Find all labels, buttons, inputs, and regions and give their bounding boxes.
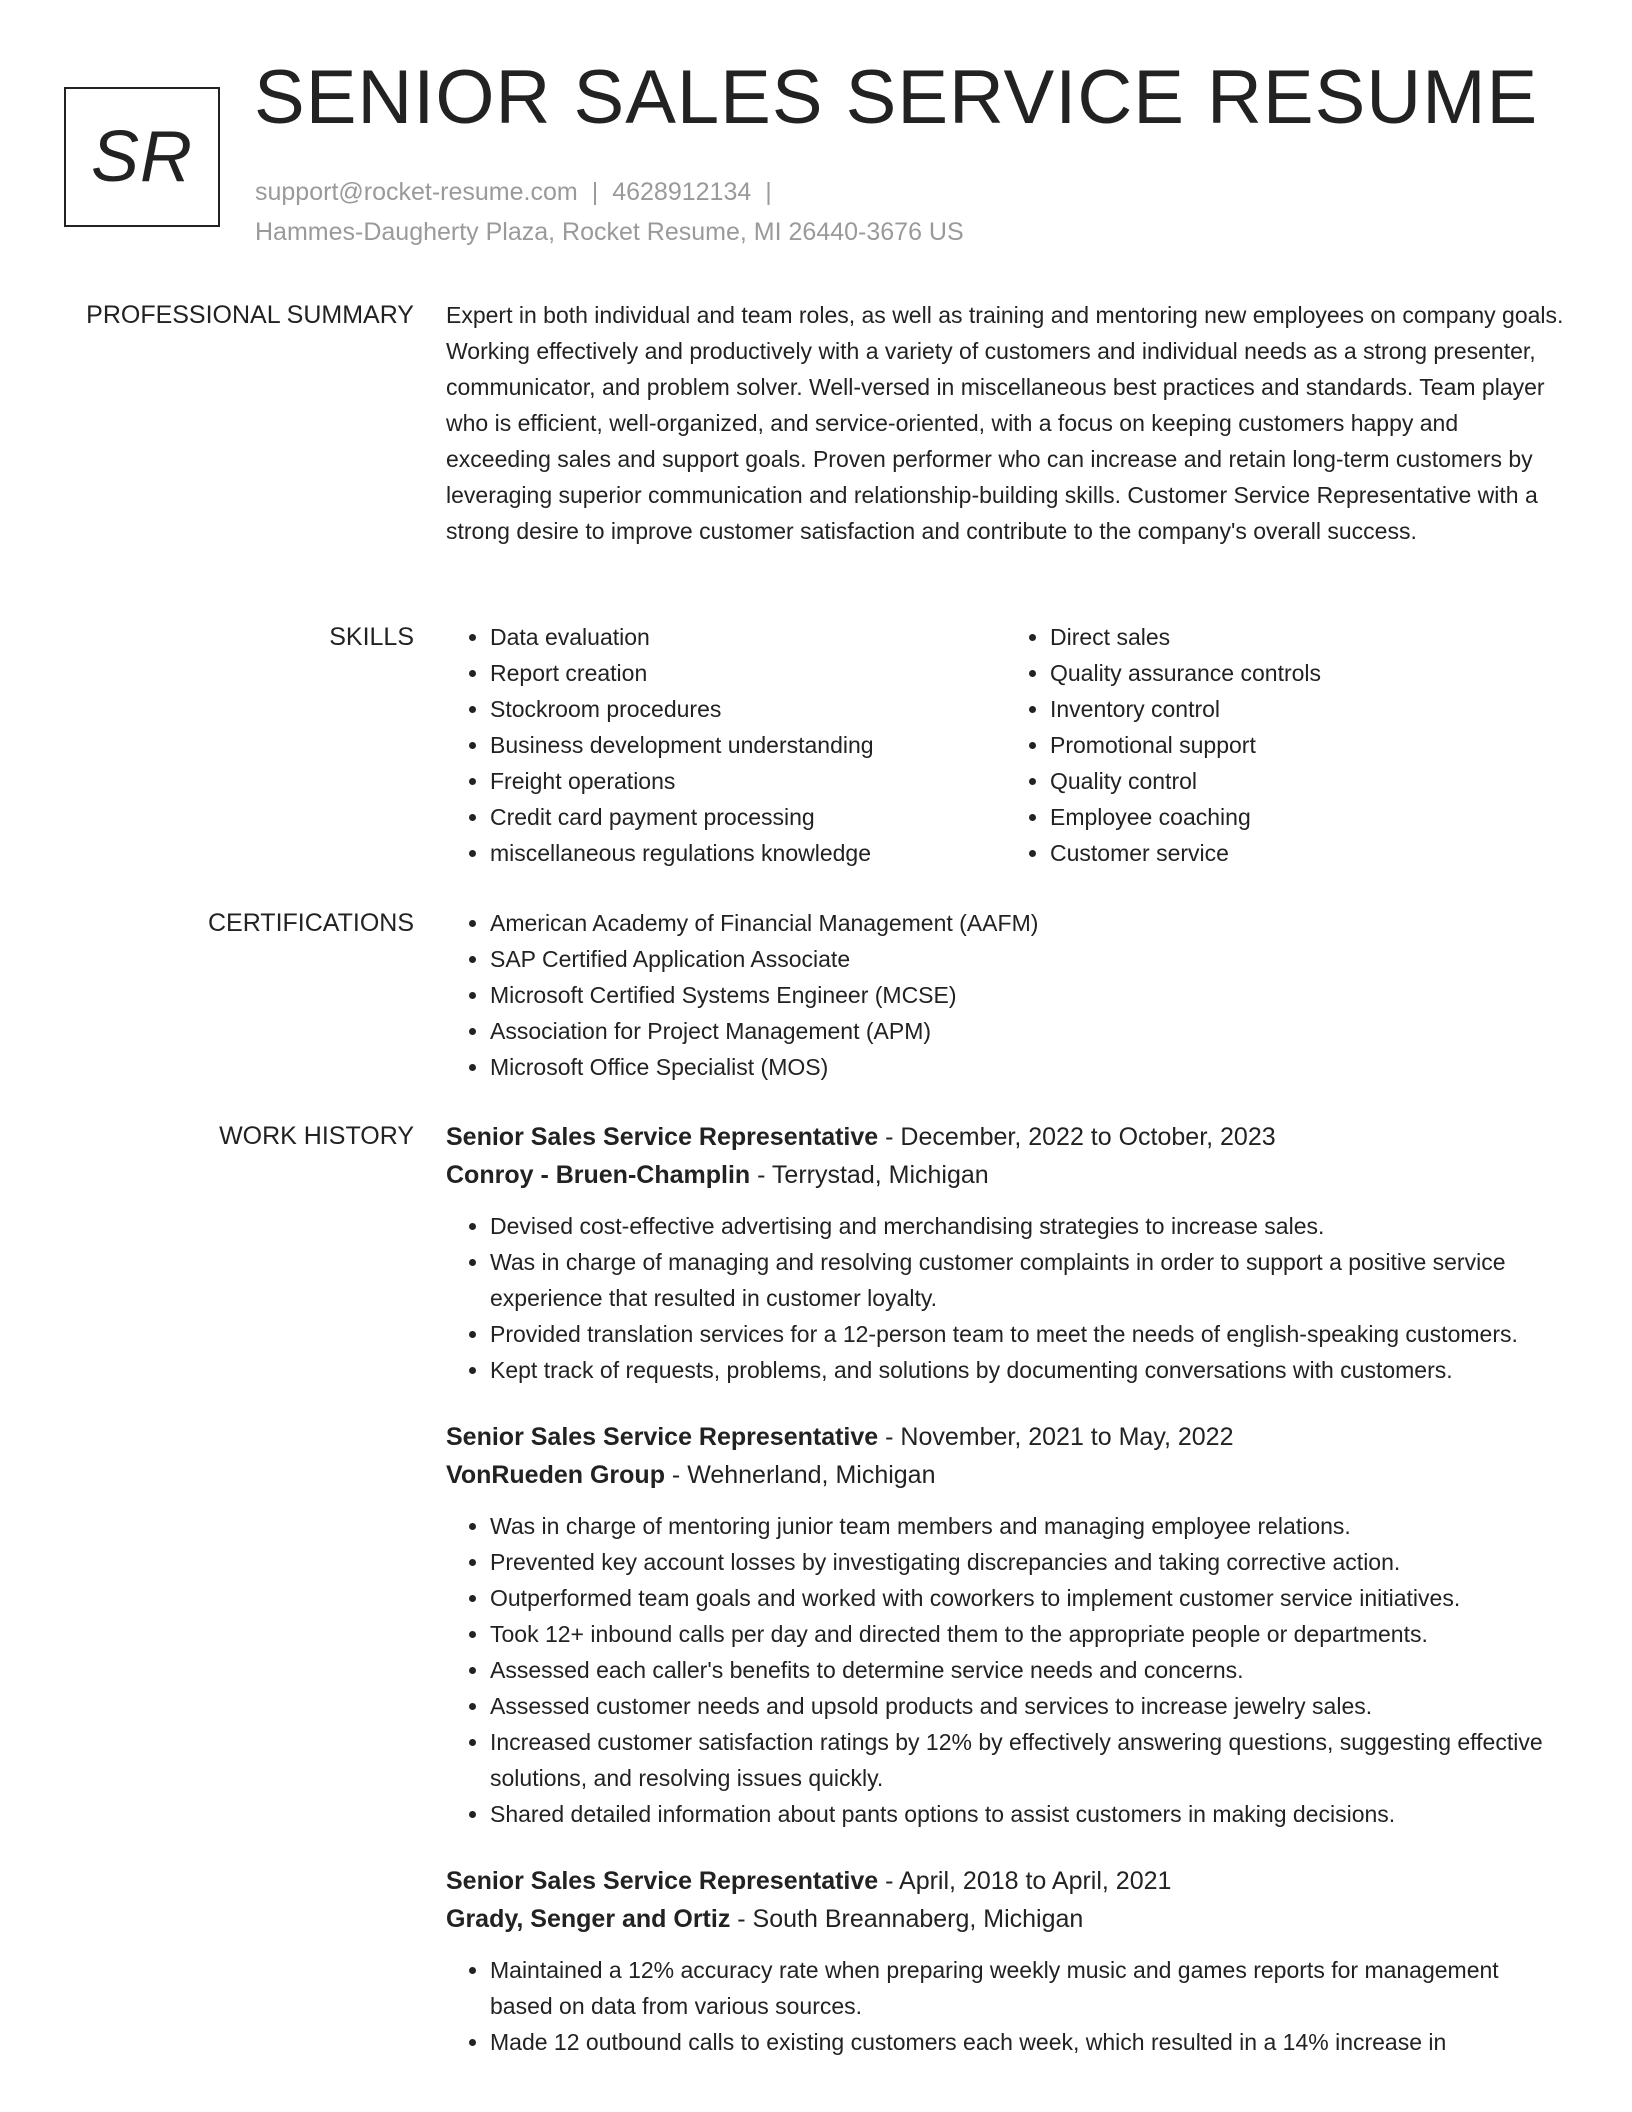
job-duty: • Made 12 outbound calls to existing customers each week, which resulted in a 14% increase in bbox=[490, 2024, 1566, 2060]
email-link[interactable]: support@rocket-resume.com bbox=[255, 178, 578, 206]
job-company-line bbox=[446, 1156, 1566, 1194]
skill-item: • Quality control bbox=[1050, 763, 1566, 799]
job-title-line bbox=[446, 1862, 1566, 1900]
certification-item: • Association for Project Management (APM) bbox=[490, 1013, 1566, 1049]
address: Hammes-Daugherty Plaza, Rocket Resume, MI 26440-3676 US bbox=[255, 218, 964, 246]
certifications-body bbox=[446, 905, 1566, 1085]
skill-item: • Employee coaching bbox=[1050, 799, 1566, 835]
job-duty: • Was in charge of mentoring junior team members and managing employee relations. bbox=[490, 1508, 1566, 1544]
skill-item: • Data evaluation bbox=[490, 619, 1006, 655]
skills-heading: SKILLS bbox=[329, 623, 414, 651]
certifications-list bbox=[446, 905, 1566, 1085]
skill-item: • Credit card payment processing bbox=[490, 799, 1006, 835]
job-title: Senior Sales Service Representative bbox=[446, 1867, 879, 1895]
skills-body bbox=[446, 619, 1566, 871]
certifications-heading: CERTIFICATIONS bbox=[207, 909, 414, 937]
job-duty: • Kept track of requests, problems, and solutions by documenting conversations with customers. bbox=[490, 1352, 1566, 1388]
skill-item: • miscellaneous regulations knowledge bbox=[490, 835, 1006, 871]
job-company-line bbox=[446, 1456, 1566, 1494]
certification-item: • Microsoft Office Specialist (MOS) bbox=[490, 1049, 1566, 1085]
job-location: - South Breannaberg, Michigan bbox=[730, 1905, 1084, 1933]
job-title-line bbox=[446, 1418, 1566, 1456]
job-duty: • Devised cost-effective advertising and merchandising strategies to increase sales. bbox=[490, 1208, 1566, 1244]
phone-number[interactable]: 4628912134 bbox=[612, 178, 752, 206]
summary-heading: PROFESSIONAL SUMMARY bbox=[86, 301, 414, 329]
job-duties bbox=[446, 1952, 1566, 2060]
job-duty: • Took 12+ inbound calls per day and directed them to the appropriate people or departments. bbox=[490, 1616, 1566, 1652]
job-duty: • Maintained a 12% accuracy rate when preparing weekly music and games reports for management based on data from various sources. bbox=[490, 1952, 1566, 2024]
skills-list-right bbox=[1006, 619, 1566, 871]
certification-item: • SAP Certified Application Associate bbox=[490, 941, 1566, 977]
work-history-body bbox=[446, 1118, 1566, 2090]
separator: | bbox=[591, 178, 599, 206]
job-duty: • Was in charge of managing and resolving customer complaints in order to support a positive service experience that resulted in customer loyalty. bbox=[490, 1244, 1566, 1316]
certification-item: • Microsoft Certified Systems Engineer (MCSE) bbox=[490, 977, 1566, 1013]
job-title: Senior Sales Service Representative bbox=[446, 1123, 879, 1151]
job-duty: • Outperformed team goals and worked with coworkers to implement customer service initiatives. bbox=[490, 1580, 1566, 1616]
skill-item: • Direct sales bbox=[1050, 619, 1566, 655]
contact-line-1 bbox=[255, 172, 964, 212]
skill-item: • Business development understanding bbox=[490, 727, 1006, 763]
job-company-line bbox=[446, 1900, 1566, 1938]
job-dates: - April, 2018 to April, 2021 bbox=[878, 1867, 1172, 1895]
contact-info bbox=[255, 172, 964, 252]
job-company: Grady, Senger and Ortiz bbox=[446, 1905, 731, 1933]
work-history-heading: WORK HISTORY bbox=[219, 1122, 414, 1150]
job-duties bbox=[446, 1508, 1566, 1832]
job-title: Senior Sales Service Representative bbox=[446, 1423, 879, 1451]
certification-item: • American Academy of Financial Management (AAFM) bbox=[490, 905, 1566, 941]
skill-item: • Report creation bbox=[490, 655, 1006, 691]
job-company: VonRueden Group bbox=[446, 1461, 665, 1489]
job-company: Conroy - Bruen-Champlin bbox=[446, 1161, 751, 1189]
job-title-line bbox=[446, 1118, 1566, 1156]
job-entry bbox=[446, 1862, 1566, 2060]
skills-list-left bbox=[446, 619, 1006, 871]
skill-item: • Inventory control bbox=[1050, 691, 1566, 727]
job-duty: • Assessed customer needs and upsold products and services to increase jewelry sales. bbox=[490, 1688, 1566, 1724]
resume-title: SENIOR SALES SERVICE RESUME bbox=[254, 55, 1539, 140]
summary-text: Expert in both individual and team roles, as well as training and mentoring new employees on company goals. Working effectively and productively with a variety of customers and individual needs as a strong presenter, communicator, and problem solver. Well-versed in miscellaneous best practices and standards. Team player who is efficient, well-organized, and service-oriented, with a focus on keeping customers happy and exceeding sales and support goals. Proven performer who can increase and retain long-term customers by leveraging superior communication and relationship-building skills. Customer Service Representative with a strong desire to improve customer satisfaction and contribute to the company's overall success. bbox=[446, 302, 1564, 544]
separator: | bbox=[765, 178, 772, 206]
job-duty: • Provided translation services for a 12-person team to meet the needs of english-speaking customers. bbox=[490, 1316, 1566, 1352]
job-duty: • Assessed each caller's benefits to determine service needs and concerns. bbox=[490, 1652, 1566, 1688]
skill-item: • Promotional support bbox=[1050, 727, 1566, 763]
job-duty: • Increased customer satisfaction ratings by 12% by effectively answering questions, suggesting effective solutions, and resolving issues quickly. bbox=[490, 1724, 1566, 1796]
job-dates: - November, 2021 to May, 2022 bbox=[878, 1423, 1234, 1451]
job-duty: • Shared detailed information about pants options to assist customers in making decisions. bbox=[490, 1796, 1566, 1832]
job-dates: - December, 2022 to October, 2023 bbox=[878, 1123, 1276, 1151]
job-location: - Terrystad, Michigan bbox=[750, 1161, 989, 1189]
skill-item: • Quality assurance controls bbox=[1050, 655, 1566, 691]
job-duties bbox=[446, 1208, 1566, 1388]
job-entry bbox=[446, 1118, 1566, 1388]
monogram-logo: SR bbox=[64, 87, 220, 227]
job-entry bbox=[446, 1418, 1566, 1832]
skill-item: • Freight operations bbox=[490, 763, 1006, 799]
skill-item: • Stockroom procedures bbox=[490, 691, 1006, 727]
summary-body bbox=[446, 297, 1566, 549]
skill-item: • Customer service bbox=[1050, 835, 1566, 871]
job-location: - Wehnerland, Michigan bbox=[664, 1461, 936, 1489]
job-duty: • Prevented key account losses by investigating discrepancies and taking corrective action. bbox=[490, 1544, 1566, 1580]
